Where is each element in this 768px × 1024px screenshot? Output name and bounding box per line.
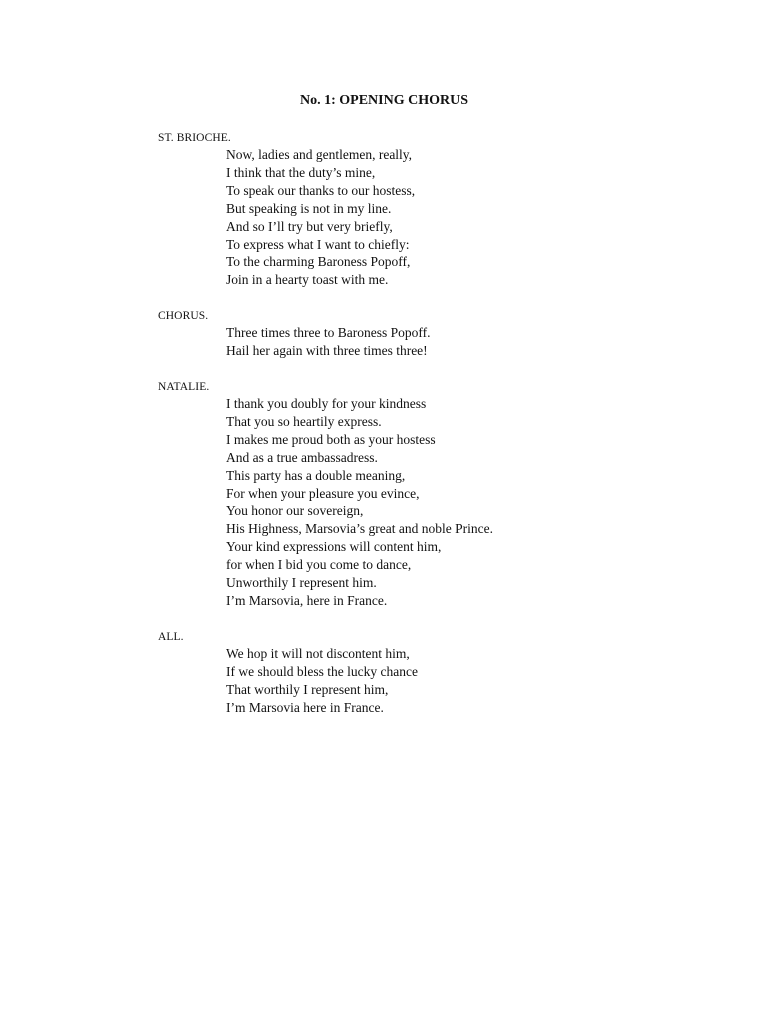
lyric-line: That you so heartily express.: [226, 413, 382, 429]
section-st-brioche: [158, 131, 718, 289]
page-title: No. 1: OPENING CHORUS: [299, 93, 468, 108]
lyric-line: for when I bid you come to dance,: [226, 557, 412, 573]
lyric-line: To speak our thanks to our hostess,: [226, 182, 416, 198]
lyric-lines: [226, 395, 718, 610]
section-natalie: [158, 380, 718, 610]
lyric-line: You honor our sovereign,: [226, 503, 364, 519]
lyric-line: But speaking is not in my line.: [226, 200, 392, 216]
lyric-line: Three times three to Baroness Popoff.: [226, 325, 431, 340]
lyric-lines: [226, 146, 718, 289]
lyric-line: To express what I want to chiefly:: [226, 236, 410, 252]
lyric-line: And so I’ll try but very briefly,: [226, 218, 393, 234]
speaker-name: CHORUS.: [158, 310, 209, 322]
section-all: [158, 630, 718, 717]
lyric-lines: [226, 324, 718, 360]
lyric-line: I’m Marsovia, here in France.: [226, 592, 388, 608]
lyric-line: This party has a double meaning,: [226, 467, 406, 483]
lyric-line: If we should bless the lucky chance: [226, 663, 418, 679]
lyric-line: To the charming Baroness Popoff,: [226, 254, 411, 270]
lyric-line: And as a true ambassadress.: [226, 449, 378, 465]
lyric-line: His Highness, Marsovia’s great and noble Prince.: [226, 521, 493, 537]
lyric-line: That worthily I represent him,: [226, 681, 389, 697]
speaker-name: NATALIE.: [158, 381, 210, 393]
lyric-line: Now, ladies and gentlemen, really,: [226, 147, 413, 162]
lyric-lines: [226, 645, 718, 717]
lyric-line: I thank you doubly for your kindness: [226, 396, 427, 411]
lyric-line: I makes me proud both as your hostess: [226, 431, 436, 447]
lyric-line: I think that the duty’s mine,: [226, 164, 376, 180]
section-chorus: [158, 309, 718, 360]
speaker-name: ST. BRIOCHE.: [158, 132, 231, 144]
lyric-line: We hop it will not discontent him,: [226, 646, 410, 661]
lyric-line: Your kind expressions will content him,: [226, 539, 442, 555]
lyric-line: Join in a hearty toast with me.: [226, 272, 389, 288]
lyric-line: Hail her again with three times three!: [226, 342, 428, 358]
lyric-line: For when your pleasure you evince,: [226, 485, 420, 501]
speaker-name: ALL.: [158, 631, 184, 643]
lyric-line: Unworthily I represent him.: [226, 575, 377, 591]
lyric-line: I’m Marsovia here in France.: [226, 699, 384, 715]
